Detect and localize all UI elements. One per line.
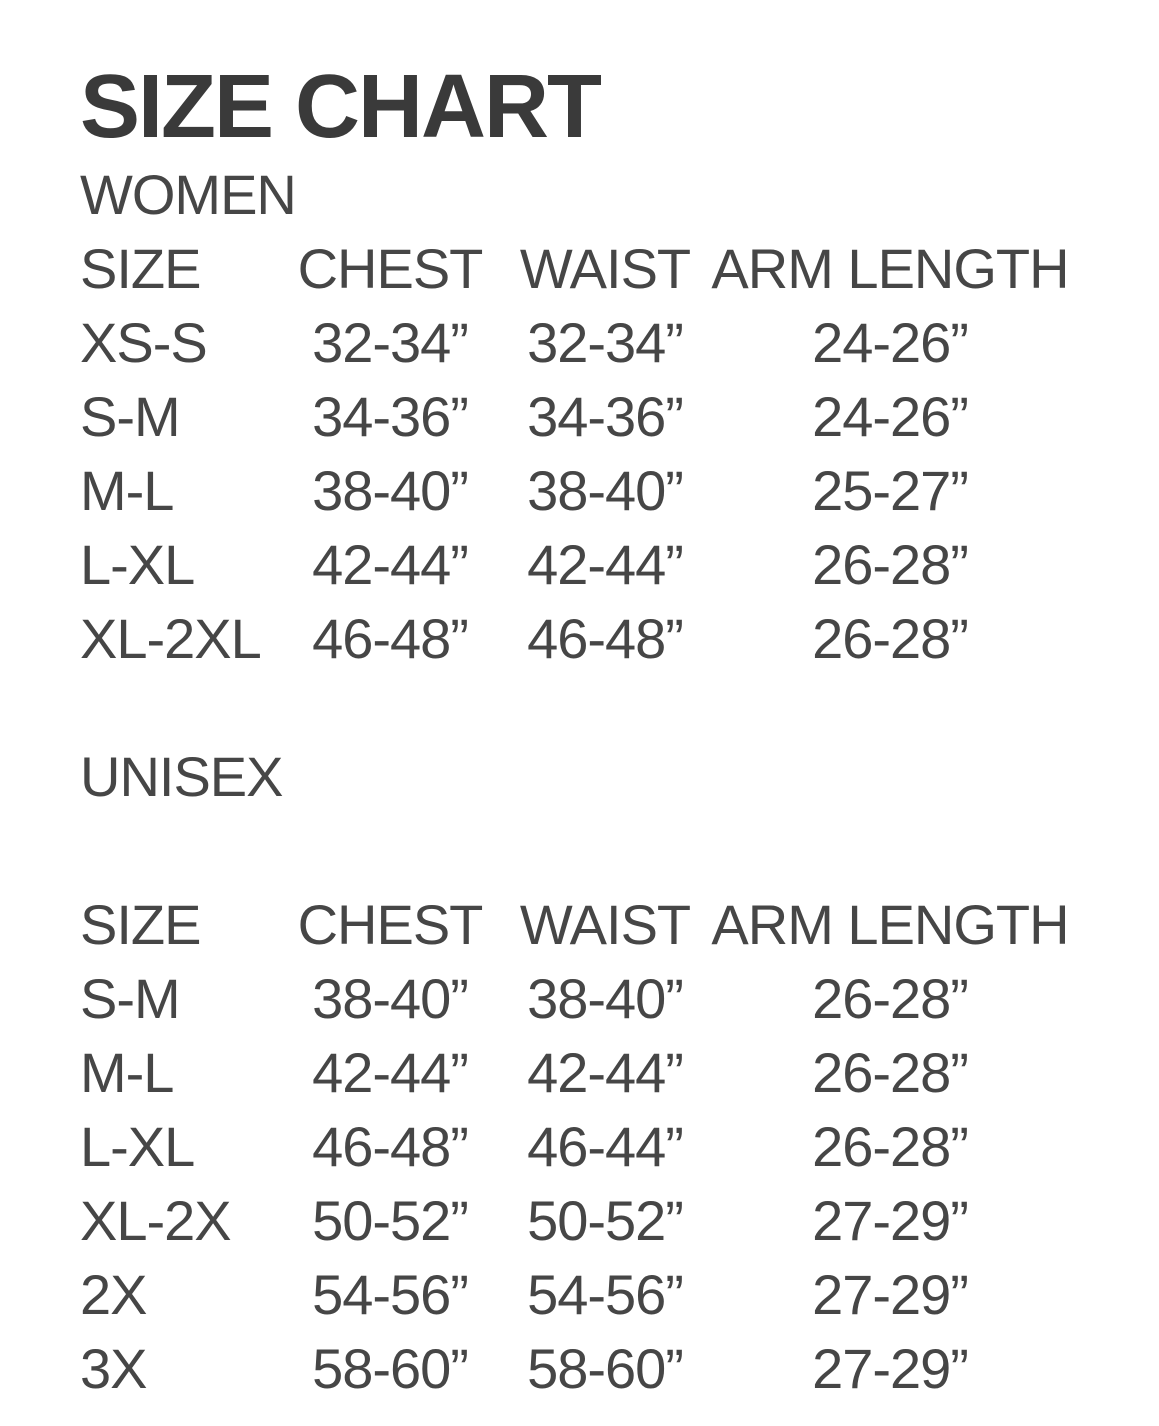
cell-chest: 46-48” [312,607,468,670]
women-size-table [80,232,1070,676]
cell-chest: 46-48” [312,1115,468,1178]
col-header-arm-length: ARM LENGTH [711,237,1069,300]
unisex-header-row [80,888,1070,962]
cell-chest: 38-40” [312,967,468,1030]
cell-waist: 58-60” [527,1337,683,1400]
cell-arm-length: 27-29” [812,1189,968,1252]
col-header-size: SIZE [80,237,201,300]
cell-arm-length: 24-26” [812,311,968,374]
cell-chest: 58-60” [312,1337,468,1400]
cell-size: M-L [80,459,174,522]
table-row [80,380,1070,454]
table-row [80,528,1070,602]
table-row [80,306,1070,380]
cell-size: M-L [80,1041,174,1104]
cell-arm-length: 25-27” [812,459,968,522]
col-header-waist: WAIST [519,893,691,956]
unisex-size-table [80,888,1070,1406]
cell-waist: 42-44” [527,1041,683,1104]
col-header-waist: WAIST [519,237,691,300]
table-row [80,1332,1070,1406]
cell-size: L-XL [80,1115,195,1178]
cell-chest: 42-44” [312,533,468,596]
page-title: SIZE CHART [80,57,600,157]
cell-size: S-M [80,967,180,1030]
cell-waist: 32-34” [527,311,683,374]
cell-waist: 34-36” [527,385,683,448]
cell-size: S-M [80,385,180,448]
cell-waist: 46-48” [527,607,683,670]
cell-arm-length: 26-28” [812,607,968,670]
cell-waist: 46-44” [527,1115,683,1178]
col-header-arm-length: ARM LENGTH [711,893,1069,956]
cell-size: XL-2X [80,1189,231,1252]
cell-chest: 42-44” [312,1041,468,1104]
table-row [80,962,1070,1036]
col-header-chest: CHEST [297,893,483,956]
cell-chest: 32-34” [312,311,468,374]
cell-waist: 50-52” [527,1189,683,1252]
section-label-women: WOMEN [80,163,296,226]
cell-waist: 38-40” [527,459,683,522]
cell-arm-length: 26-28” [812,967,968,1030]
cell-arm-length: 26-28” [812,1115,968,1178]
table-row [80,1036,1070,1110]
cell-size: 2X [80,1263,147,1326]
cell-waist: 42-44” [527,533,683,596]
table-row [80,1184,1070,1258]
cell-size: XS-S [80,311,207,374]
cell-arm-length: 27-29” [812,1263,968,1326]
cell-arm-length: 27-29” [812,1337,968,1400]
col-header-chest: CHEST [297,237,483,300]
cell-size: L-XL [80,533,195,596]
cell-chest: 54-56” [312,1263,468,1326]
cell-size: 3X [80,1337,147,1400]
table-row [80,1110,1070,1184]
table-row [80,602,1070,676]
cell-chest: 50-52” [312,1189,468,1252]
cell-arm-length: 24-26” [812,385,968,448]
table-row [80,454,1070,528]
cell-waist: 54-56” [527,1263,683,1326]
cell-chest: 38-40” [312,459,468,522]
cell-chest: 34-36” [312,385,468,448]
cell-arm-length: 26-28” [812,533,968,596]
table-row [80,1258,1070,1332]
col-header-size: SIZE [80,893,201,956]
cell-waist: 38-40” [527,967,683,1030]
cell-size: XL-2XL [80,607,261,670]
section-label-unisex: UNISEX [80,745,283,808]
women-header-row [80,232,1070,306]
cell-arm-length: 26-28” [812,1041,968,1104]
